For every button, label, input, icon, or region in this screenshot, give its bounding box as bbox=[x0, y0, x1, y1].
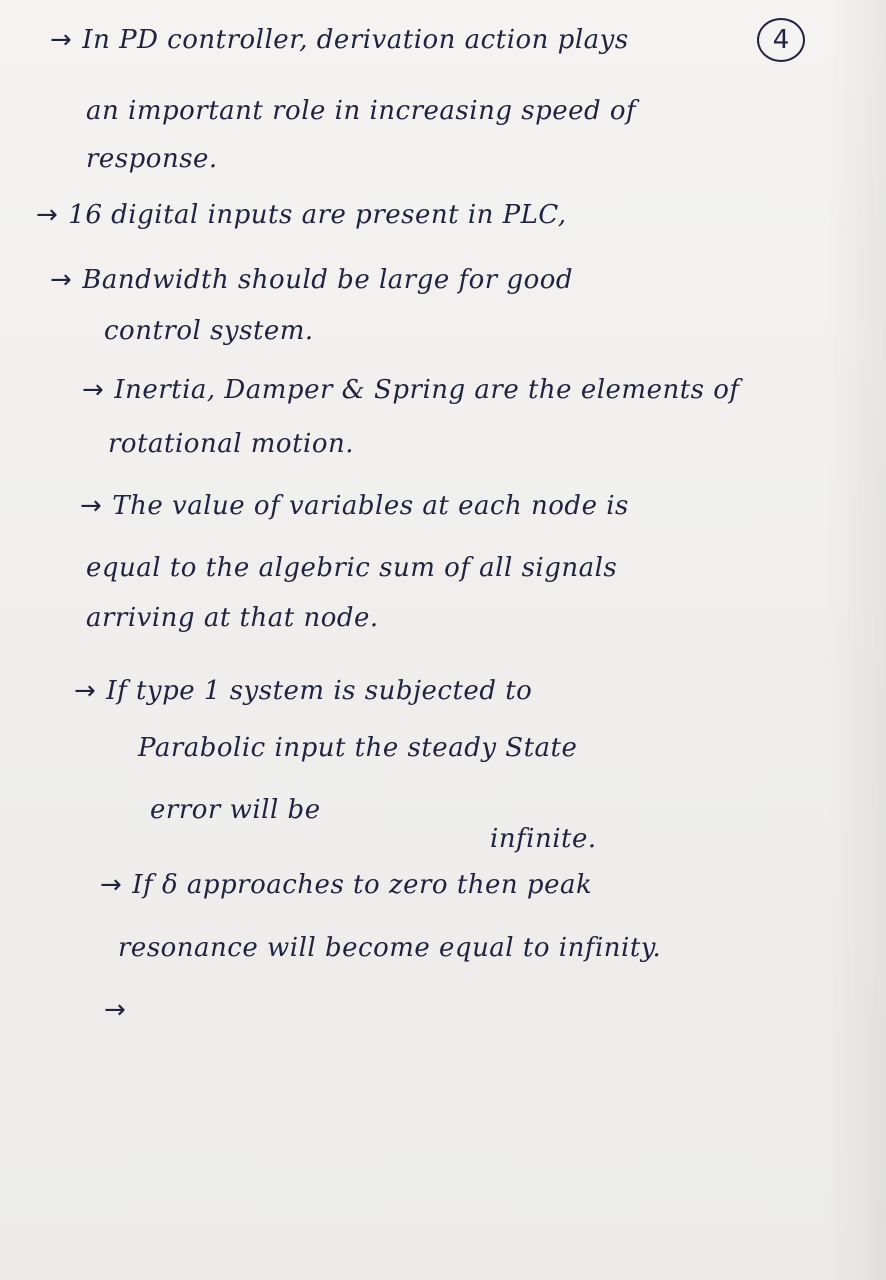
note-text: If δ approaches to zero then peak bbox=[132, 870, 593, 900]
arrow-icon: → bbox=[74, 676, 97, 706]
arrow-icon: → bbox=[80, 491, 103, 521]
note-text: If type 1 system is subjected to bbox=[106, 676, 533, 706]
note-5-line-3: arriving at that node. bbox=[86, 603, 379, 633]
marks-circle: 4 bbox=[757, 18, 805, 62]
note-5-line-1 bbox=[80, 493, 629, 519]
note-text: In PD controller, derivation action plays bbox=[82, 25, 629, 55]
arrow-icon: → bbox=[50, 25, 73, 55]
note-6-line-3: error will be bbox=[150, 795, 321, 825]
note-6-line-2: Parabolic input the steady State bbox=[138, 733, 578, 763]
arrow-icon: → bbox=[50, 265, 73, 295]
note-3-line-1 bbox=[50, 267, 573, 293]
arrow-icon: → bbox=[104, 995, 127, 1025]
note-2-line-1 bbox=[36, 202, 567, 228]
note-8-line-1 bbox=[104, 997, 136, 1023]
note-6-line-4: infinite. bbox=[490, 824, 597, 854]
note-1-line-1 bbox=[50, 27, 629, 53]
note-7-line-2: resonance will become equal to infinity. bbox=[118, 933, 662, 963]
note-1-line-3: response. bbox=[86, 144, 218, 174]
note-4-line-2: rotational motion. bbox=[108, 429, 355, 459]
note-6-line-1 bbox=[74, 678, 532, 704]
arrow-icon: → bbox=[82, 375, 105, 405]
note-text: Inertia, Damper & Spring are the elements of bbox=[114, 375, 740, 405]
note-5-line-2: equal to the algebric sum of all signals bbox=[86, 553, 618, 583]
note-7-line-1 bbox=[100, 872, 592, 898]
note-1-line-2: an important role in increasing speed of bbox=[86, 96, 637, 126]
note-4-line-1 bbox=[82, 377, 740, 403]
note-text: Bandwidth should be large for good bbox=[82, 265, 574, 295]
arrow-icon: → bbox=[36, 200, 59, 230]
note-text: The value of variables at each node is bbox=[112, 491, 629, 521]
note-text: 16 digital inputs are present in PLC, bbox=[68, 200, 567, 230]
note-3-line-2: control system. bbox=[104, 316, 314, 346]
page-shadow bbox=[826, 0, 886, 1280]
arrow-icon: → bbox=[100, 870, 123, 900]
